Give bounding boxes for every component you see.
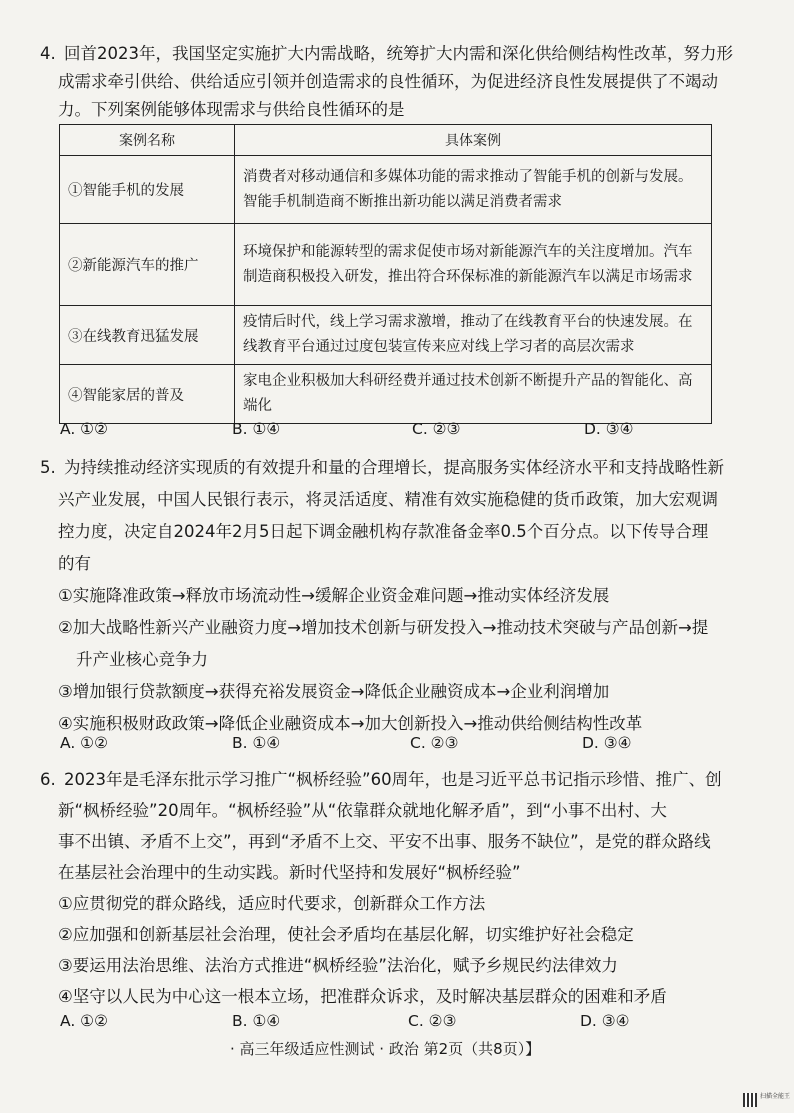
option-item: ②加大战略性新兴产业融资力度→增加技术创新与研发投入→推动技术突破与产品创新→提 xyxy=(58,618,709,637)
question-number: 6. xyxy=(40,770,56,789)
question-6 xyxy=(40,764,740,1012)
case-name: ②新能源汽车的推广 xyxy=(60,224,235,306)
case-name: ③在线教育迅猛发展 xyxy=(60,306,235,365)
question-5 xyxy=(40,452,740,740)
option-item-continuation: 升产业核心竞争力 xyxy=(76,650,208,669)
option-item: ①应贯彻党的群众路线，适应时代要求，创新群众工作方法 xyxy=(58,894,486,913)
choice-b[interactable]: B. ①④ xyxy=(232,1012,281,1030)
option-item: ①实施降准政策→释放市场流动性→缓解企业资金难问题→推动实体经济发展 xyxy=(58,586,610,605)
question-stem-line: 成需求牵引供给、供给适应引领并创造需求的良性循环，为促进经济良性发展提供了不竭动 xyxy=(58,72,718,91)
question-stem-line: 2023年是毛泽东批示学习推广“枫桥经验”60周年，也是习近平总书记指示珍惜、推广、创 xyxy=(64,770,722,789)
table-row xyxy=(60,365,712,424)
table-header: 案例名称 xyxy=(60,125,235,156)
choice-d[interactable]: D. ③④ xyxy=(582,734,632,752)
case-detail: 疫情后时代，线上学习需求激增，推动了在线教育平台的快速发展。在线教育平台通过过度包装宣传来应对线上学习者的高层次需求 xyxy=(235,306,712,365)
option-item: ④实施积极财政政策→降低企业融资成本→加大创新投入→推动供给侧结构性改革 xyxy=(58,714,643,733)
option-item: ④坚守以人民为中心这一根本立场，把准群众诉求，及时解决基层群众的困难和矛盾 xyxy=(58,987,667,1006)
question-4 xyxy=(40,40,740,124)
scanner-watermark: 扫描全能王 xyxy=(760,1093,791,1100)
question-stem-line: 的有 xyxy=(58,554,91,573)
case-name: ④智能家居的普及 xyxy=(60,365,235,424)
question-stem-line: 新“枫桥经验”20周年。“枫桥经验”从“依靠群众就地化解矛盾”，到“小事不出村、大 xyxy=(58,801,667,820)
question-stem-line: 控力度，决定自2024年2月5日起下调金融机构存款准备金率0.5个百分点。以下传导合理 xyxy=(58,522,709,541)
case-detail: 环境保护和能源转型的需求促使市场对新能源汽车的关注度增加。汽车制造商积极投入研发，推出符合环保标准的新能源汽车以满足市场需求 xyxy=(235,224,712,306)
question-stem-line: 兴产业发展，中国人民银行表示，将灵活适度、精准有效实施稳健的货币政策，加大宏观调 xyxy=(58,490,718,509)
choice-a[interactable]: A. ①② xyxy=(60,734,108,752)
page-footer: · 高三年级适应性测试 · 政治 第2页（共8页）】 xyxy=(230,1040,541,1058)
option-item: ③要运用法治思维、法治方式推进“枫桥经验”法治化，赋予乡规民约法律效力 xyxy=(58,956,618,975)
choice-d[interactable]: D. ③④ xyxy=(584,420,634,438)
question-stem-line: 回首2023年，我国坚定实施扩大内需战略，统筹扩大内需和深化供给侧结构性改革，努力形 xyxy=(64,44,733,63)
choice-b[interactable]: B. ①④ xyxy=(232,420,281,438)
choice-a[interactable]: A. ①② xyxy=(60,420,108,438)
option-item: ②应加强和创新基层社会治理，使社会矛盾均在基层化解，切实维护好社会稳定 xyxy=(58,925,634,944)
choice-c[interactable]: C. ②③ xyxy=(412,420,461,438)
table-row xyxy=(60,224,712,306)
case-table xyxy=(59,124,712,424)
choice-a[interactable]: A. ①② xyxy=(60,1012,108,1030)
case-detail: 家电企业积极加大科研经费并通过技术创新不断提升产品的智能化、高端化 xyxy=(235,365,712,424)
choice-c[interactable]: C. ②③ xyxy=(408,1012,457,1030)
case-name: ①智能手机的发展 xyxy=(60,156,235,224)
question-number: 5. xyxy=(40,458,56,477)
table-header: 具体案例 xyxy=(235,125,712,156)
case-detail: 消费者对移动通信和多媒体功能的需求推动了智能手机的创新与发展。智能手机制造商不断推出新功能以满足消费者需求 xyxy=(235,156,712,224)
choice-d[interactable]: D. ③④ xyxy=(580,1012,630,1030)
question-stem-line: 为持续推动经济实现质的有效提升和量的合理增长，提高服务实体经济水平和支持战略性新 xyxy=(64,458,724,477)
question-stem-line: 力。下列案例能够体现需求与供给良性循环的是 xyxy=(58,100,405,119)
choice-b[interactable]: B. ①④ xyxy=(232,734,281,752)
option-item: ③增加银行贷款额度→获得充裕发展资金→降低企业融资成本→企业利润增加 xyxy=(58,682,610,701)
table-row xyxy=(60,156,712,224)
choice-c[interactable]: C. ②③ xyxy=(410,734,459,752)
question-number: 4. xyxy=(40,44,56,63)
qr-code-icon xyxy=(743,1093,757,1107)
table-row xyxy=(60,306,712,365)
question-stem-line: 在基层社会治理中的生动实践。新时代坚持和发展好“枫桥经验” xyxy=(58,863,521,882)
question-stem-line: 事不出镇、矛盾不上交”，再到“矛盾不上交、平安不出事、服务不缺位”，是党的群众路线 xyxy=(58,832,711,851)
